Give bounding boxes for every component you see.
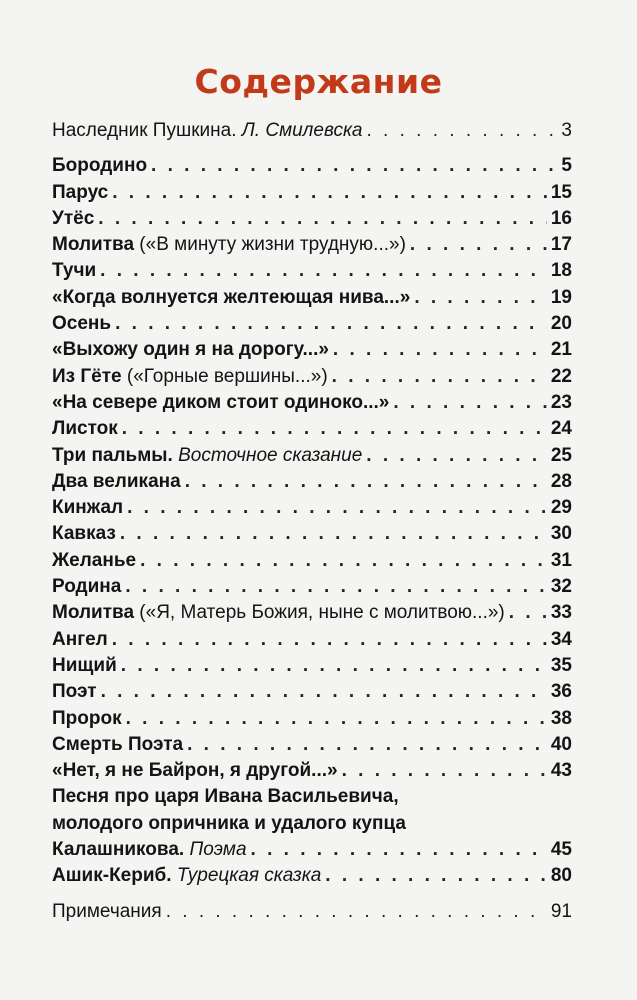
page-number: 43 <box>550 760 572 782</box>
entry-title: Два великана <box>52 470 181 492</box>
toc-entry[interactable] <box>52 899 572 925</box>
page-number: 31 <box>550 549 572 571</box>
dot-leader <box>121 653 547 679</box>
entry-title: «Выхожу один я на дорогу...» <box>52 339 329 361</box>
toc-entry[interactable] <box>52 732 572 758</box>
dot-leader <box>342 758 547 784</box>
entry-title: Кинжал <box>52 497 124 519</box>
dot-leader <box>366 443 547 469</box>
entry-title: Поэт <box>52 681 97 703</box>
entry-title: Тучи <box>52 260 97 282</box>
entry-title: Листок <box>52 418 118 440</box>
dot-leader <box>393 390 547 416</box>
dot-leader <box>120 521 547 547</box>
entry-title: «Нет, я не Байрон, я другой...» <box>52 760 338 782</box>
page-number: 36 <box>550 681 572 703</box>
dot-leader <box>251 837 547 863</box>
toc-entry[interactable] <box>52 390 572 416</box>
toc-entry <box>52 837 572 863</box>
page-number: 5 <box>561 155 572 177</box>
entry-subtitle: Восточное сказание <box>178 444 363 466</box>
toc-entry[interactable] <box>52 364 572 390</box>
entry-title: Бородино <box>52 155 148 177</box>
toc-entry[interactable] <box>52 521 572 547</box>
page-number: 16 <box>550 207 572 229</box>
toc-entry[interactable] <box>52 600 572 626</box>
entry-title: Калашникова. <box>52 839 185 861</box>
page-number: 30 <box>550 523 572 545</box>
page-title: Содержание <box>194 62 443 101</box>
entry-title: Молитва <box>52 234 135 256</box>
entry-title: «На севере диком стоит одиноко...» <box>52 391 390 413</box>
entry-author: Л. Смилевска <box>241 120 363 141</box>
dot-leader <box>112 180 547 206</box>
toc-entry[interactable] <box>52 337 572 363</box>
page-number: 33 <box>550 602 572 624</box>
dot-leader <box>101 679 547 705</box>
page-number: 80 <box>550 865 572 887</box>
dot-leader <box>112 627 547 653</box>
entry-title: Молитва <box>52 602 135 624</box>
toc-entry[interactable] <box>52 416 572 442</box>
toc-entry-label <box>52 837 247 863</box>
entry-title: Наследник Пушкина. <box>52 120 237 141</box>
toc-entry[interactable] <box>52 627 572 653</box>
toc-entry[interactable] <box>52 758 572 784</box>
dot-leader <box>126 706 547 732</box>
toc-entry[interactable] <box>52 180 572 206</box>
toc-entry[interactable] <box>52 285 572 311</box>
toc-entry[interactable] <box>52 653 572 679</box>
dot-leader <box>333 337 547 363</box>
page-number: 25 <box>550 444 572 466</box>
toc-entry-label <box>52 232 406 258</box>
dot-leader <box>509 600 547 626</box>
dot-leader <box>115 311 547 337</box>
entry-subtitle: («Я, Матерь Божия, ныне с молитвою...») <box>139 602 505 624</box>
page-number: 24 <box>550 418 572 440</box>
toc-entry[interactable] <box>52 679 572 705</box>
toc-entry-label <box>52 443 362 469</box>
page-number: 23 <box>550 391 572 413</box>
entry-title: «Когда волнуется желтеющая нива...» <box>52 286 411 308</box>
toc-entry[interactable] <box>52 258 572 284</box>
page-number: 45 <box>550 839 572 861</box>
page-number: 35 <box>550 654 572 676</box>
page-number: 38 <box>550 707 572 729</box>
entry-title: Смерть Поэта <box>52 733 184 755</box>
dot-leader <box>332 364 547 390</box>
entry-title: Ашик-Кериб. <box>52 865 172 887</box>
dot-leader <box>325 863 547 889</box>
dot-leader <box>127 495 547 521</box>
toc-entry[interactable] <box>52 706 572 732</box>
toc-entry-label <box>52 600 505 626</box>
toc-entry[interactable] <box>52 232 572 258</box>
entry-title-line: Песня про царя Ивана Васильевича, <box>52 786 399 808</box>
page-number: 29 <box>550 497 572 519</box>
toc-entry[interactable] <box>52 311 572 337</box>
toc-entry[interactable] <box>52 548 572 574</box>
entry-title: Из Гёте <box>52 365 122 387</box>
page-number: 15 <box>550 181 572 203</box>
dot-leader <box>140 548 547 574</box>
entry-title: Нищий <box>52 654 117 676</box>
entry-title: Три пальмы. <box>52 444 173 466</box>
page-number: 22 <box>550 365 572 387</box>
dot-leader <box>100 258 547 284</box>
toc-entry[interactable] <box>52 153 572 179</box>
dot-leader <box>98 206 547 232</box>
toc-entry-multiline[interactable] <box>52 784 572 863</box>
entry-title: Ангел <box>52 628 108 650</box>
dot-leader <box>151 153 557 179</box>
toc-entry[interactable] <box>52 469 572 495</box>
toc-entry-label <box>52 863 321 889</box>
page-number: 32 <box>550 576 572 598</box>
page-number: 17 <box>550 234 572 256</box>
page-number: 34 <box>550 628 572 650</box>
table-of-contents <box>52 118 572 925</box>
dot-leader <box>122 416 547 442</box>
page-number: 19 <box>550 286 572 308</box>
entry-title: Кавказ <box>52 523 116 545</box>
entry-subtitle: («В минуту жизни трудную...») <box>139 234 406 256</box>
toc-entry-label <box>52 118 362 144</box>
entry-title: Примечания <box>52 900 162 922</box>
entry-title: Парус <box>52 181 109 203</box>
dot-leader <box>410 232 547 258</box>
page-number: 21 <box>550 339 572 361</box>
toc-entry[interactable] <box>52 495 572 521</box>
entry-title: Утёс <box>52 207 95 229</box>
dot-leader <box>187 732 547 758</box>
entry-title: Родина <box>52 576 122 598</box>
page-number: 18 <box>550 260 572 282</box>
entry-subtitle: Турецкая сказка <box>176 865 322 887</box>
dot-leader <box>366 118 557 144</box>
page-number: 20 <box>550 313 572 335</box>
toc-entry[interactable] <box>52 206 572 232</box>
toc-entry[interactable] <box>52 118 572 144</box>
dot-leader <box>166 899 547 925</box>
entry-title-line: молодого опричника и удалого купца <box>52 812 406 834</box>
page-number: 40 <box>550 733 572 755</box>
page-number: 3 <box>561 120 572 141</box>
entry-title: Желанье <box>52 549 137 571</box>
entry-subtitle: Поэма <box>189 839 247 861</box>
dot-leader <box>414 285 547 311</box>
page-number: 28 <box>550 470 572 492</box>
dot-leader <box>185 469 547 495</box>
toc-entry-label <box>52 364 328 390</box>
page-number: 91 <box>550 900 572 922</box>
toc-entry[interactable] <box>52 863 572 889</box>
entry-title: Пророк <box>52 707 122 729</box>
toc-entry[interactable] <box>52 443 572 469</box>
dot-leader <box>125 574 547 600</box>
toc-entry[interactable] <box>52 574 572 600</box>
entry-subtitle: («Горные вершины...») <box>126 365 328 387</box>
entry-title: Осень <box>52 313 112 335</box>
